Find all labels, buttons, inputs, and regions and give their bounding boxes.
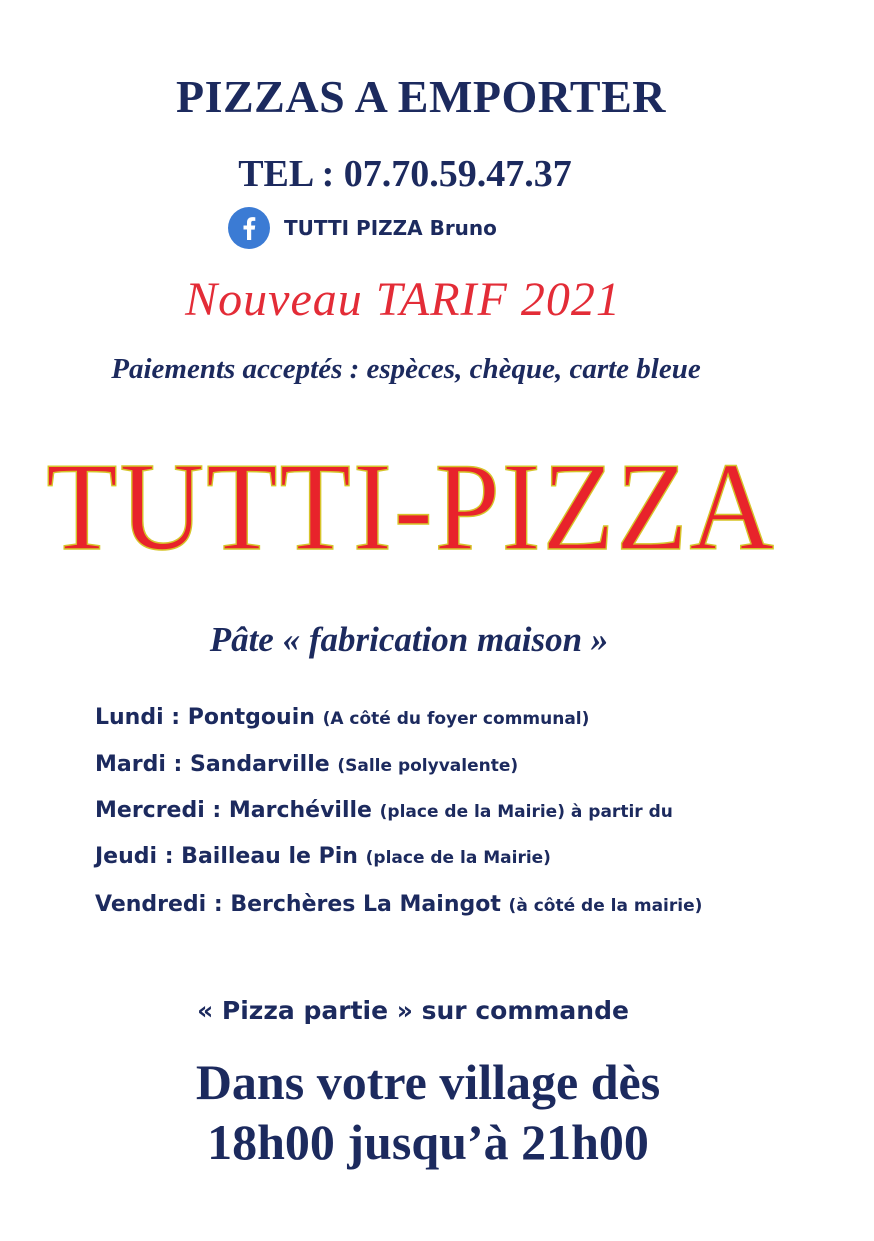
schedule-note: (à côté de la mairie): [508, 896, 703, 916]
pizza-party-note: « Pizza partie » sur commande: [197, 996, 629, 1025]
schedule-note: (place de la Mairie) à partir du: [379, 802, 673, 822]
schedule-day: Mardi : Sandarville: [95, 752, 330, 777]
facebook-link: [228, 207, 497, 249]
schedule-item-thursday: [95, 844, 551, 869]
schedule-item-wednesday: [95, 798, 673, 823]
schedule-note: (A côté du foyer communal): [322, 709, 590, 729]
village-line: Dans votre village dès: [195, 1054, 661, 1110]
facebook-page-name: TUTTI PIZZA Bruno: [284, 216, 497, 240]
brand-name: TUTTI-PIZZA: [46, 438, 776, 577]
phone-number: TEL : 07.70.59.47.37: [238, 153, 572, 195]
schedule-note: (Salle polyvalente): [337, 756, 519, 776]
schedule-day: Mercredi : Marchéville: [95, 798, 372, 823]
dough-tagline: Pâte « fabrication maison »: [209, 620, 609, 659]
tarif-heading: Nouveau TARIF 2021: [185, 273, 621, 326]
schedule-day: Lundi : Pontgouin: [95, 705, 315, 730]
hours-line: 18h00 jusqu’à 21h00: [207, 1114, 649, 1170]
schedule-note: (place de la Mairie): [365, 848, 551, 868]
schedule-item-tuesday: [95, 752, 518, 777]
schedule-day: Jeudi : Bailleau le Pin: [95, 844, 358, 869]
headline: PIZZAS A EMPORTER: [176, 71, 666, 122]
schedule-item-friday: [95, 892, 702, 917]
facebook-icon: [228, 207, 270, 249]
schedule-item-monday: [95, 705, 589, 730]
payment-methods: Paiements acceptés : espèces, chèque, carte bleue: [111, 353, 701, 385]
schedule-day: Vendredi : Berchères La Maingot: [95, 892, 501, 917]
